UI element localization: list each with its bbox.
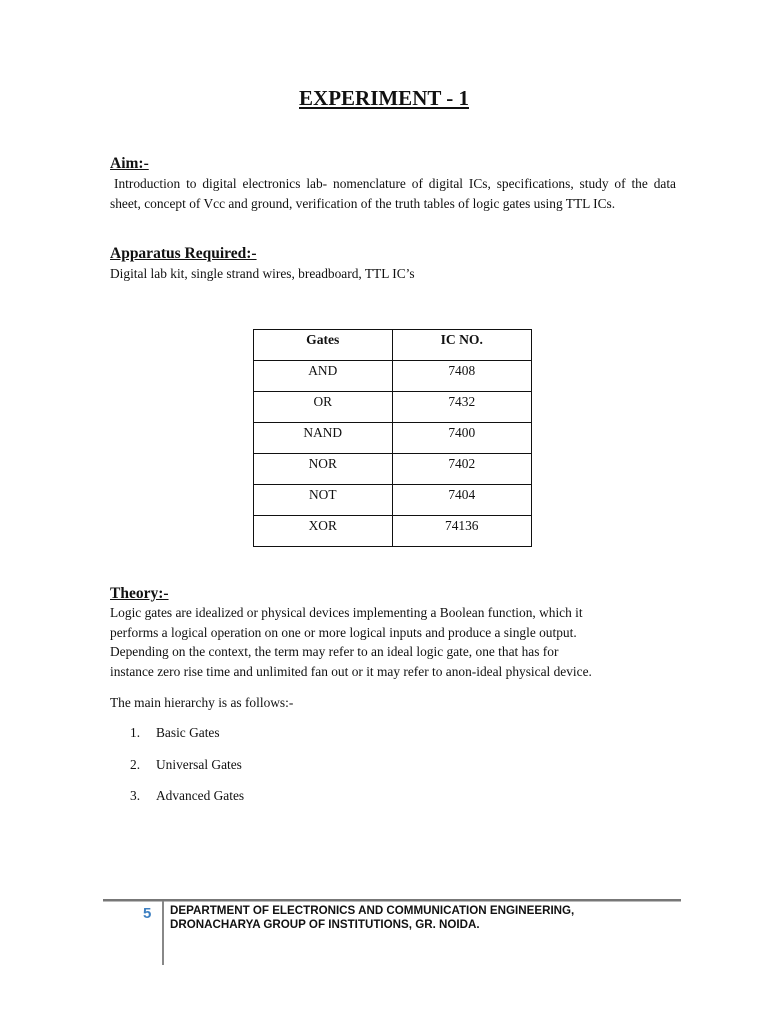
list-item-number: 1. — [130, 725, 141, 740]
table-cell-ic: 7404 — [392, 485, 532, 516]
list-item-label: Basic Gates — [156, 725, 220, 740]
aim-heading: Aim:- — [110, 155, 149, 172]
table-cell-gate: NOT — [254, 485, 393, 516]
apparatus-text: Digital lab kit, single strand wires, breadboard, TTL IC’s — [110, 266, 415, 281]
table-cell-gate: AND — [254, 361, 393, 392]
table-header-row — [254, 330, 532, 361]
table-row — [254, 454, 532, 485]
list-item-label: Advanced Gates — [156, 788, 245, 803]
list-item-label: Universal Gates — [156, 756, 242, 772]
page-number: 5 — [143, 905, 152, 922]
list-item-number: 2. — [130, 756, 141, 772]
footer-divider — [103, 899, 681, 902]
table-cell-ic: 74136 — [392, 516, 532, 547]
table-row — [254, 516, 532, 547]
list-item — [130, 788, 244, 820]
apparatus-heading: Apparatus Required:- — [110, 245, 257, 262]
footer-line-1: DEPARTMENT OF ELECTRONICS AND COMMUNICATION ENGINEERING, — [170, 904, 575, 917]
table-row — [254, 485, 532, 516]
theory-line: Depending on the context, the term may refer to an ideal logic gate, one that has for — [110, 644, 559, 659]
footer-department — [170, 904, 574, 932]
table-cell-gate: OR — [254, 392, 393, 423]
hierarchy-intro: The main hierarchy is as follows:- — [110, 695, 294, 710]
table-header-gates: Gates — [254, 330, 393, 361]
theory-line: Logic gates are idealized or physical devices implementing a Boolean function, which it — [110, 605, 583, 620]
table-header-ic-no: IC NO. — [392, 330, 532, 361]
aim-text: Introduction to digital electronics lab- nomenclature of digital ICs, specifications, study of the data sheet, concept of Vcc and ground, verification of the truth tables of logic gates using TTL ICs. — [110, 176, 676, 211]
table-cell-gate: NOR — [254, 454, 393, 485]
table-row — [254, 361, 532, 392]
footer-vertical-divider — [162, 901, 164, 965]
hierarchy-list — [130, 725, 244, 820]
list-item — [130, 725, 244, 757]
list-item — [130, 757, 244, 789]
ic-table — [253, 329, 532, 547]
theory-heading: Theory:- — [110, 585, 169, 602]
footer-line-2: DRONACHARYA GROUP OF INSTITUTIONS, GR. NOIDA. — [170, 918, 480, 931]
table-cell-gate: XOR — [254, 516, 393, 547]
table-row — [254, 423, 532, 454]
table-cell-gate: NAND — [254, 423, 393, 454]
table-cell-ic: 7402 — [392, 454, 532, 485]
theory-line: performs a logical operation on one or more logical inputs and produce a single output. — [110, 624, 577, 640]
table-cell-ic: 7400 — [392, 423, 532, 454]
table-cell-ic: 7408 — [392, 361, 532, 392]
theory-line: instance zero rise time and unlimited fan out or it may refer to anon-ideal physical device. — [110, 663, 592, 679]
table-cell-ic: 7432 — [392, 392, 532, 423]
table-row — [254, 392, 532, 423]
page-title: EXPERIMENT - 1 — [299, 86, 469, 110]
list-item-number: 3. — [130, 788, 141, 803]
